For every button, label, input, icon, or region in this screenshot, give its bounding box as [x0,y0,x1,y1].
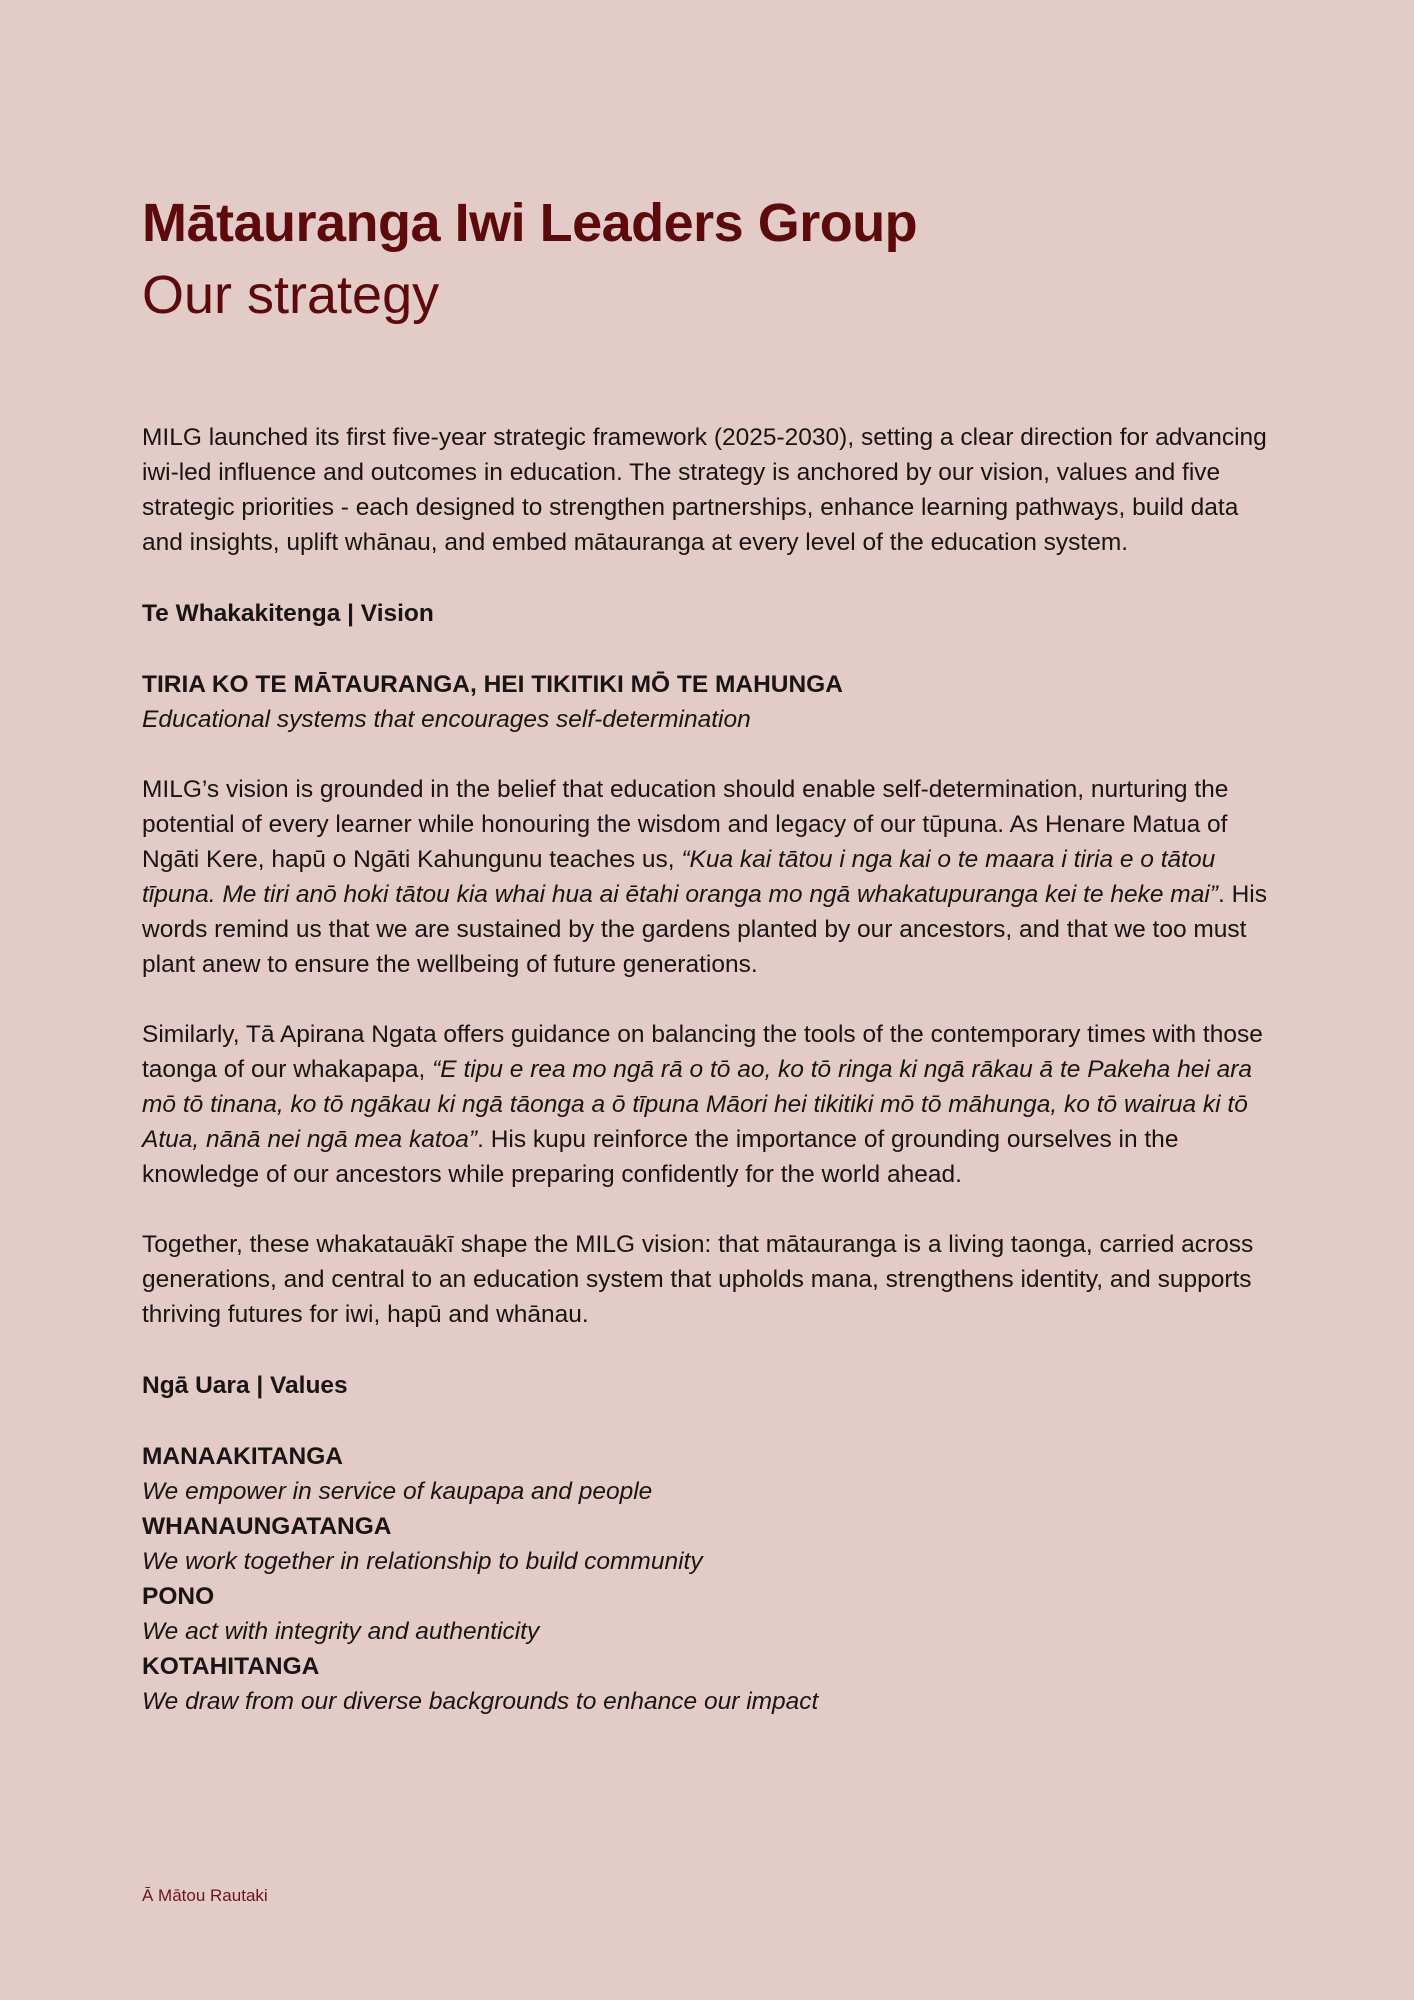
vision-paragraph-1 [142,772,1282,982]
vision-paragraph-1-text: MILG’s vision is grounded in the belief that education should enable self-determination, nurturing the potential of every learner while honouring the wisdom and legacy of our tūpuna. As Henare Matua of Ngāti Kere, hapū o Ngāti Kahungunu teaches us, [142,776,1229,873]
vision-paragraph-1-text-end: . His words remind us that we are sustained by the gardens planted by our ancestors, and that we too must plant anew to ensure the wellbeing of future generations. [142,881,1267,978]
values-list [142,1439,1282,1719]
value-item [142,1579,1282,1649]
intro-paragraph: MILG launched its first five-year strategic framework (2025-2030), setting a clear direction for advancing iwi-led influence and outcomes in education. The strategy is anchored by our vision, values and five strategic priorities - each designed to strengthen partnerships, enhance learning pathways, build data and insights, uplift whānau, and embed mātauranga at every level of the education system. [142,424,1267,556]
page-title: Mātauranga Iwi Leaders Group [142,193,918,253]
page-content [142,190,1282,1719]
vision-motto-translation: Educational systems that encourages self-determination [142,706,751,733]
vision-paragraph-2-text: Similarly, Tā Apirana Ngata offers guidance on balancing the tools of the contemporary times with those taonga of our whakapapa, [142,1021,1263,1083]
value-name: KOTAHITANGA [142,1653,320,1680]
value-name: MANAAKITANGA [142,1443,343,1470]
value-description: We work together in relationship to build community [142,1548,703,1575]
value-item [142,1509,1282,1579]
page-subtitle: Our strategy [142,265,440,325]
value-item [142,1439,1282,1509]
vision-motto: TIRIA KO TE MĀTAURANGA, HEI TIKITIKI MŌ TE MAHUNGA [142,671,843,698]
vision-heading: Te Whakakitenga | Vision [142,600,434,627]
value-item [142,1649,1282,1719]
value-description: We empower in service of kaupapa and people [142,1478,653,1505]
vision-paragraph-2 [142,1017,1282,1192]
vision-paragraph-2-text-end: . His kupu reinforce the importance of grounding ourselves in the knowledge of our ancestors while preparing confidently for the world ahead. [142,1126,1179,1188]
value-description: We draw from our diverse backgrounds to enhance our impact [142,1688,819,1715]
value-description: We act with integrity and authenticity [142,1618,540,1645]
values-heading: Ngā Uara | Values [142,1372,348,1399]
page-footer: Ā Mātou Rautaki [142,1886,268,1905]
value-name: WHANAUNGATANGA [142,1513,392,1540]
vision-paragraph-1-quote: “Kua kai tātou i nga kai o te maara i tiria e o tātou tīpuna. Me tiri anō hoki tātou kia whai hua ai ētahi oranga mo ngā whakatupuranga kei te heke mai” [142,846,1218,908]
value-name: PONO [142,1583,215,1610]
vision-paragraph-3: Together, these whakatauākī shape the MILG vision: that mātauranga is a living taonga, carried across generations, and central to an education system that upholds mana, strengthens identity, and supports thriving futures for iwi, hapū and whānau. [142,1231,1254,1328]
vision-paragraph-2-quote: “E tipu e rea mo ngā rā o tō ao, ko tō ringa ki ngā rākau ā te Pakeha hei ara mō tō tinana, ko tō ngākau ki ngā tāonga a ō tīpuna Māori hei tikitiki mō tō māhunga, ko tō wairua ki tō Atua, nānā nei ngā mea katoa” [142,1056,1253,1153]
